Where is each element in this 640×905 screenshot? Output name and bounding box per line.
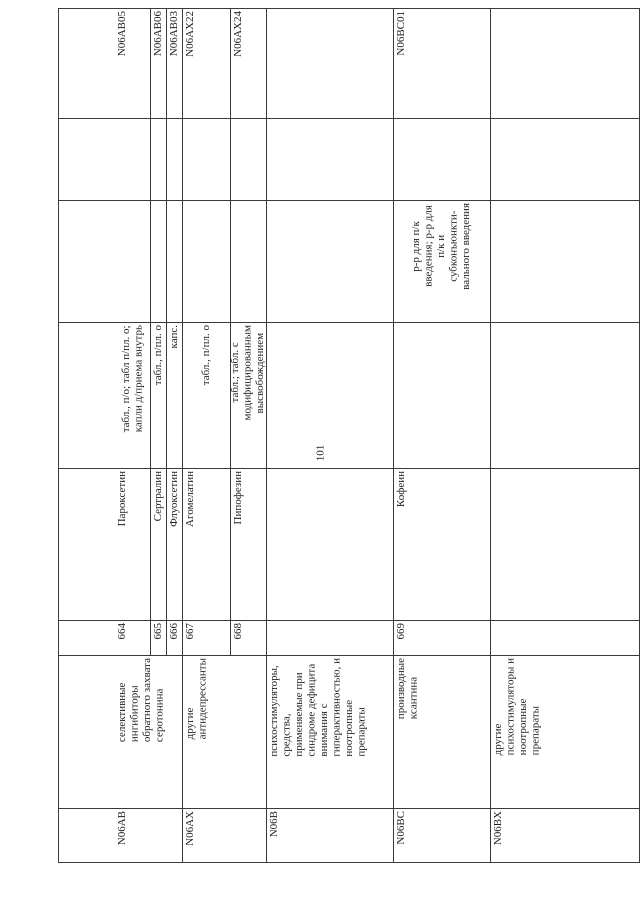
drug-number-text: 668 [232,623,244,640]
row-group-text: психостимуляторы, средства, применяемые при синдроме дефицита внимания с гиперактивностью, и ноотропные препараты [268,658,368,757]
atc-code-text: N06AX22 [184,11,196,57]
drug-number-text: 664 [116,623,128,640]
row-group [184,658,264,805]
drug-number-text: 665 [152,623,164,640]
drug-name [152,471,164,617]
column-rule [58,322,640,323]
row-group [395,658,488,805]
dosage-form [152,325,164,465]
table-border-left [58,8,59,862]
row-group [268,658,391,805]
atc-code-text: N06AB03 [168,11,180,57]
drug-number [395,623,488,652]
page-number: 101 [314,444,326,462]
row-group-text: другие антидепрессанты [184,658,209,740]
column-rule [58,620,640,621]
dosage-form [168,325,180,465]
drug-name [232,471,264,617]
dosage-form-alt-text: р-р для п/к введения; р-р для п/к и субконъюнкти- вального введения [410,203,473,290]
drug-number [168,623,180,652]
drug-name-text: Агомелатин [184,471,196,527]
column-rule [58,468,640,469]
dosage-form-text: табл., п/пл. о [199,325,212,386]
dosage-form-text: табл., п/пл. о [151,325,164,386]
drug-name [116,471,148,617]
drug-number-text: 669 [395,623,407,640]
row-code [184,811,264,859]
atc-code-text: N06AB06 [152,11,164,57]
atc-code-text: N06AB05 [116,11,128,57]
row-code-text: N06AX [184,811,196,846]
atc-code [395,11,488,115]
row-rule [393,8,394,862]
atc-code [152,11,164,115]
column-rule [58,118,640,119]
dosage-form-text: капс. [167,325,180,349]
drug-name [395,471,488,617]
drug-name-text: Кофеин [395,471,407,508]
row-rule [266,8,267,862]
dosage-form [116,325,148,465]
drug-number [116,623,148,652]
row-code [268,811,391,859]
table-border-top [58,8,640,9]
drug-number-text: 667 [184,623,196,640]
atc-code [184,11,228,115]
row-rule [490,8,491,862]
dosage-form-alt [395,203,488,319]
atc-code [116,11,148,115]
atc-code [232,11,264,115]
row-code [116,811,180,859]
row-rule [182,8,183,862]
atc-code-text: N06AX24 [232,11,244,57]
dosage-form-text: табл., п/о; табл п/пл. о; капли д/приема внутрь [119,325,144,433]
drug-name [168,471,180,617]
drug-name-text: Пароксетин [116,471,128,527]
drug-name [184,471,228,617]
column-rule [58,655,640,656]
row-code-text: N06AB [116,811,128,846]
row-code [492,811,638,859]
row-code-text: N06B [268,811,280,838]
row-group [116,658,180,805]
column-rule [58,200,640,201]
column-rule [58,808,640,809]
drug-number [152,623,164,652]
drug-number [232,623,264,652]
atc-code [168,11,180,115]
atc-code-text: N06BC01 [395,11,407,56]
dosage-form [184,325,228,465]
row-code [395,811,488,859]
row-group-text: другие психостимуляторы и ноотропные препараты [492,658,542,756]
row-group-text: селективные ингибиторы обратного захвата серотонина [116,658,166,743]
dosage-form-text: табл.; табл. с модифицированным высвобождением [229,325,267,421]
table-border-bottom [58,862,640,863]
row-group-text: производные ксантина [395,658,420,720]
item-rule [166,8,167,655]
drug-name-text: Флуоксетин [168,471,180,527]
drug-number [184,623,228,652]
drug-number-text: 666 [168,623,180,640]
row-group [492,658,638,805]
drug-name-text: Сертралин [152,471,164,522]
dosage-form [229,325,267,465]
row-code-text: N06BX [492,811,504,846]
item-rule [150,8,151,655]
drug-name-text: Пипофезин [232,471,244,525]
row-code-text: N06BC [395,811,407,845]
